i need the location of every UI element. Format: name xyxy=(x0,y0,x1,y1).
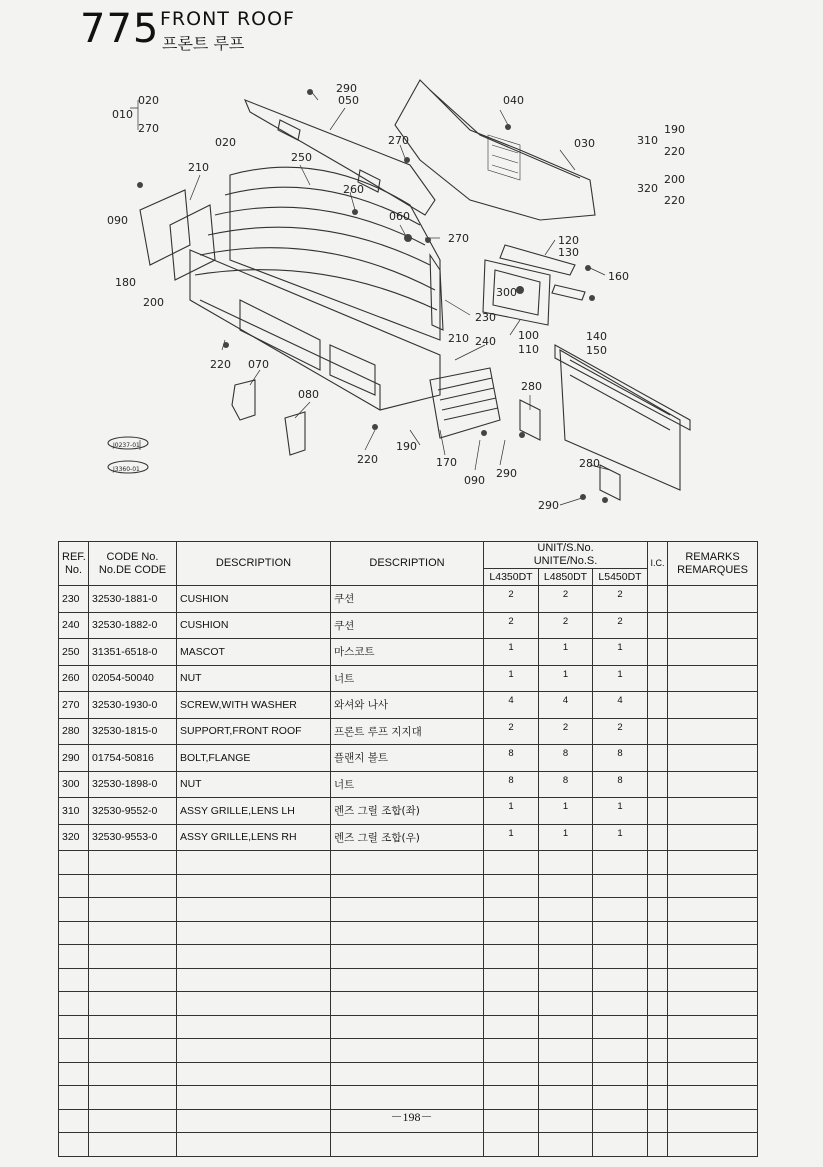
empty-row xyxy=(59,921,758,945)
empty-cell xyxy=(331,874,484,898)
svg-text:220: 220 xyxy=(664,145,685,158)
empty-cell xyxy=(177,992,331,1016)
empty-row xyxy=(59,968,758,992)
empty-cell xyxy=(593,921,648,945)
empty-cell xyxy=(59,992,89,1016)
ref-number: 240 xyxy=(59,612,89,639)
empty-cell xyxy=(59,898,89,922)
empty-cell xyxy=(668,1062,758,1086)
empty-cell xyxy=(331,968,484,992)
remarks-cell xyxy=(668,639,758,666)
part-code: 01754-50816 xyxy=(89,745,177,772)
empty-cell xyxy=(539,874,593,898)
empty-cell xyxy=(668,992,758,1016)
quantity: 8 xyxy=(484,771,539,798)
parts-list-table xyxy=(58,541,758,1157)
empty-cell xyxy=(177,945,331,969)
empty-cell xyxy=(89,992,177,1016)
empty-cell xyxy=(668,851,758,875)
empty-cell xyxy=(539,898,593,922)
empty-cell xyxy=(668,898,758,922)
quantity: 8 xyxy=(539,771,593,798)
ref-number: 280 xyxy=(59,718,89,745)
table-row xyxy=(59,665,758,692)
description-en: NUT xyxy=(177,771,331,798)
page-code: 775 xyxy=(80,6,160,52)
svg-text:280: 280 xyxy=(579,457,600,470)
svg-text:140: 140 xyxy=(586,330,607,343)
part-code: 31351-6518-0 xyxy=(89,639,177,666)
ic-cell xyxy=(648,718,668,745)
empty-row xyxy=(59,1015,758,1039)
ref-number: 250 xyxy=(59,639,89,666)
hinge-070 xyxy=(232,380,255,420)
quantity: 1 xyxy=(593,824,648,851)
empty-cell xyxy=(539,1062,593,1086)
empty-cell xyxy=(59,1039,89,1063)
svg-text:050: 050 xyxy=(338,94,359,107)
page-number: －198－ xyxy=(390,1110,433,1124)
quantity: 1 xyxy=(539,798,593,825)
col-ic: I.C. xyxy=(648,542,668,586)
empty-cell xyxy=(331,898,484,922)
empty-cell xyxy=(89,1133,177,1157)
svg-text:040: 040 xyxy=(503,94,524,107)
svg-text:150: 150 xyxy=(586,344,607,357)
ic-cell xyxy=(648,665,668,692)
empty-cell xyxy=(59,921,89,945)
svg-text:J0237-01: J0237-01 xyxy=(113,442,140,449)
description-ko: 너트 xyxy=(331,771,484,798)
empty-cell xyxy=(177,1039,331,1063)
table-row xyxy=(59,612,758,639)
empty-cell xyxy=(177,898,331,922)
ic-cell xyxy=(648,745,668,772)
table-row xyxy=(59,824,758,851)
empty-cell xyxy=(59,851,89,875)
empty-cell xyxy=(539,921,593,945)
part-code: 32530-1930-0 xyxy=(89,692,177,719)
empty-cell xyxy=(331,1133,484,1157)
part-code: 32530-9552-0 xyxy=(89,798,177,825)
svg-text:280: 280 xyxy=(521,380,542,393)
empty-cell xyxy=(177,1086,331,1110)
svg-text:180: 180 xyxy=(115,276,136,289)
empty-cell xyxy=(331,945,484,969)
empty-cell xyxy=(648,945,668,969)
empty-cell xyxy=(331,921,484,945)
empty-cell xyxy=(177,1133,331,1157)
svg-text:270: 270 xyxy=(138,122,159,135)
empty-cell xyxy=(484,851,539,875)
grille-frame xyxy=(190,250,440,410)
remarks-cell xyxy=(668,745,758,772)
empty-cell xyxy=(331,1062,484,1086)
ref-number: 300 xyxy=(59,771,89,798)
quantity: 1 xyxy=(484,639,539,666)
remarks-cell xyxy=(668,665,758,692)
bracket-180 xyxy=(140,190,190,265)
section-title: FRONT ROOF xyxy=(160,8,295,30)
empty-cell xyxy=(484,1086,539,1110)
svg-text:080: 080 xyxy=(298,388,319,401)
col-ref: REF. No. xyxy=(59,542,89,586)
svg-text:290: 290 xyxy=(496,467,517,480)
description-en: CUSHION xyxy=(177,612,331,639)
empty-row xyxy=(59,1086,758,1110)
description-en: SUPPORT,FRONT ROOF xyxy=(177,718,331,745)
empty-row xyxy=(59,992,758,1016)
quantity: 2 xyxy=(539,586,593,613)
empty-cell xyxy=(89,921,177,945)
empty-cell xyxy=(59,1015,89,1039)
empty-cell xyxy=(177,968,331,992)
remarks-cell xyxy=(668,586,758,613)
empty-cell xyxy=(89,1062,177,1086)
description-ko: 프론트 루프 지지대 xyxy=(331,718,484,745)
empty-cell xyxy=(484,1133,539,1157)
table-row xyxy=(59,771,758,798)
svg-text:160: 160 xyxy=(608,270,629,283)
part-code: 32530-1815-0 xyxy=(89,718,177,745)
table-row xyxy=(59,798,758,825)
ref-number: 290 xyxy=(59,745,89,772)
empty-cell xyxy=(59,945,89,969)
part-code: 32530-1898-0 xyxy=(89,771,177,798)
svg-text:100: 100 xyxy=(518,329,539,342)
col-remarks: REMARKS REMARQUES xyxy=(668,542,758,586)
empty-cell xyxy=(648,921,668,945)
description-ko: 쿠션 xyxy=(331,612,484,639)
empty-cell xyxy=(668,1039,758,1063)
empty-cell xyxy=(539,1086,593,1110)
empty-cell xyxy=(668,874,758,898)
empty-cell xyxy=(484,1039,539,1063)
svg-text:260: 260 xyxy=(343,183,364,196)
support-frame xyxy=(560,350,680,490)
empty-cell xyxy=(89,874,177,898)
svg-text:220: 220 xyxy=(664,194,685,207)
empty-cell xyxy=(648,1133,668,1157)
svg-text:020: 020 xyxy=(215,136,236,149)
empty-cell xyxy=(484,898,539,922)
description-en: NUT xyxy=(177,665,331,692)
empty-cell xyxy=(648,874,668,898)
svg-text:290: 290 xyxy=(538,499,559,512)
table-row xyxy=(59,745,758,772)
empty-cell xyxy=(539,1015,593,1039)
ic-cell xyxy=(648,639,668,666)
svg-text:320: 320 xyxy=(637,182,658,195)
empty-cell xyxy=(484,921,539,945)
empty-cell xyxy=(59,1133,89,1157)
remarks-cell xyxy=(668,692,758,719)
empty-cell xyxy=(331,1086,484,1110)
remarks-cell xyxy=(668,798,758,825)
empty-cell xyxy=(484,1015,539,1039)
col-unit: UNIT/S.No. UNITE/No.S. xyxy=(484,542,648,569)
empty-cell xyxy=(668,945,758,969)
svg-text:210: 210 xyxy=(448,332,469,345)
empty-cell xyxy=(177,851,331,875)
empty-cell xyxy=(177,1062,331,1086)
quantity: 2 xyxy=(539,718,593,745)
empty-cell xyxy=(89,898,177,922)
quantity: 1 xyxy=(593,798,648,825)
ic-cell xyxy=(648,586,668,613)
svg-text:120: 120 xyxy=(558,234,579,247)
svg-text:200: 200 xyxy=(664,173,685,186)
quantity: 4 xyxy=(593,692,648,719)
empty-row xyxy=(59,945,758,969)
svg-text:010: 010 xyxy=(112,108,133,121)
empty-cell xyxy=(648,1039,668,1063)
empty-cell xyxy=(593,874,648,898)
empty-cell xyxy=(593,1015,648,1039)
col-description-en: DESCRIPTION xyxy=(177,542,331,586)
description-en: SCREW,WITH WASHER xyxy=(177,692,331,719)
empty-cell xyxy=(59,1062,89,1086)
description-en: BOLT,FLANGE xyxy=(177,745,331,772)
ic-cell xyxy=(648,824,668,851)
empty-cell xyxy=(648,992,668,1016)
empty-cell xyxy=(177,921,331,945)
empty-cell xyxy=(539,992,593,1016)
quantity: 1 xyxy=(484,665,539,692)
svg-text:230: 230 xyxy=(475,311,496,324)
empty-cell xyxy=(331,1015,484,1039)
svg-text:130: 130 xyxy=(558,246,579,259)
empty-cell xyxy=(648,1086,668,1110)
empty-cell xyxy=(89,1015,177,1039)
svg-text:170: 170 xyxy=(436,456,457,469)
empty-cell xyxy=(331,1039,484,1063)
col-model: L5450DT xyxy=(593,569,648,586)
empty-cell xyxy=(593,945,648,969)
quantity: 1 xyxy=(539,639,593,666)
quantity: 2 xyxy=(593,586,648,613)
ref-number: 310 xyxy=(59,798,89,825)
description-ko: 마스코트 xyxy=(331,639,484,666)
empty-cell xyxy=(668,1133,758,1157)
quantity: 1 xyxy=(484,798,539,825)
empty-cell xyxy=(648,898,668,922)
empty-cell xyxy=(593,898,648,922)
empty-cell xyxy=(648,968,668,992)
empty-cell xyxy=(331,992,484,1016)
quantity: 4 xyxy=(484,692,539,719)
empty-cell xyxy=(593,992,648,1016)
empty-cell xyxy=(593,968,648,992)
empty-cell xyxy=(484,1062,539,1086)
svg-text:060: 060 xyxy=(389,210,410,223)
svg-text:030: 030 xyxy=(574,137,595,150)
empty-row xyxy=(59,1133,758,1157)
ref-number: 260 xyxy=(59,665,89,692)
svg-text:200: 200 xyxy=(143,296,164,309)
hinge-080 xyxy=(285,412,305,455)
col-description-ko: DESCRIPTION xyxy=(331,542,484,586)
quantity: 8 xyxy=(593,771,648,798)
table-row xyxy=(59,692,758,719)
ref-number: 320 xyxy=(59,824,89,851)
empty-row xyxy=(59,851,758,875)
quantity: 4 xyxy=(539,692,593,719)
empty-cell xyxy=(89,851,177,875)
empty-cell xyxy=(331,851,484,875)
empty-cell xyxy=(668,921,758,945)
empty-cell xyxy=(668,1086,758,1110)
quantity: 8 xyxy=(539,745,593,772)
empty-cell xyxy=(484,874,539,898)
svg-text:250: 250 xyxy=(291,151,312,164)
empty-cell xyxy=(484,968,539,992)
empty-cell xyxy=(593,1039,648,1063)
svg-text:190: 190 xyxy=(396,440,417,453)
part-code: 32530-1881-0 xyxy=(89,586,177,613)
svg-text:220: 220 xyxy=(210,358,231,371)
empty-cell xyxy=(593,1133,648,1157)
svg-text:300: 300 xyxy=(496,286,517,299)
quantity: 2 xyxy=(593,718,648,745)
part-code: 02054-50040 xyxy=(89,665,177,692)
table-row xyxy=(59,586,758,613)
quantity: 2 xyxy=(593,612,648,639)
description-ko: 렌즈 그릴 조합(우) xyxy=(331,824,484,851)
part-code: 32530-1882-0 xyxy=(89,612,177,639)
empty-cell xyxy=(177,874,331,898)
quantity: 2 xyxy=(484,612,539,639)
empty-cell xyxy=(668,968,758,992)
empty-row xyxy=(59,874,758,898)
ic-cell xyxy=(648,771,668,798)
svg-text:290: 290 xyxy=(336,82,357,95)
svg-text:220: 220 xyxy=(357,453,378,466)
remarks-cell xyxy=(668,612,758,639)
table-row xyxy=(59,639,758,666)
quantity: 1 xyxy=(593,639,648,666)
description-ko: 플랜지 볼트 xyxy=(331,745,484,772)
svg-text:190: 190 xyxy=(664,123,685,136)
svg-text:110: 110 xyxy=(518,343,539,356)
part-code: 32530-9553-0 xyxy=(89,824,177,851)
empty-cell xyxy=(668,1015,758,1039)
ic-cell xyxy=(648,692,668,719)
description-en: ASSY GRILLE,LENS RH xyxy=(177,824,331,851)
ic-cell xyxy=(648,798,668,825)
description-ko: 렌즈 그릴 조합(좌) xyxy=(331,798,484,825)
callout-labels xyxy=(107,82,685,512)
table-row xyxy=(59,718,758,745)
quantity: 8 xyxy=(484,745,539,772)
quantity: 2 xyxy=(539,612,593,639)
quantity: 1 xyxy=(593,665,648,692)
roof-cover xyxy=(395,80,595,220)
description-en: ASSY GRILLE,LENS LH xyxy=(177,798,331,825)
empty-cell xyxy=(593,851,648,875)
svg-text:090: 090 xyxy=(464,474,485,487)
empty-cell xyxy=(648,1015,668,1039)
svg-text:310: 310 xyxy=(637,134,658,147)
empty-row xyxy=(59,1039,758,1063)
col-model: L4350DT xyxy=(484,569,539,586)
quantity: 2 xyxy=(484,718,539,745)
quantity: 1 xyxy=(539,824,593,851)
svg-text:070: 070 xyxy=(248,358,269,371)
svg-text:270: 270 xyxy=(448,232,469,245)
quantity: 8 xyxy=(593,745,648,772)
description-ko: 쿠션 xyxy=(331,586,484,613)
empty-cell xyxy=(89,1086,177,1110)
section-title-korean: 프론트 루프 xyxy=(162,34,245,53)
empty-cell xyxy=(593,1062,648,1086)
bracket-200 xyxy=(170,205,215,280)
ref-number: 270 xyxy=(59,692,89,719)
empty-cell xyxy=(539,968,593,992)
svg-text:090: 090 xyxy=(107,214,128,227)
svg-text:J3360-01: J3360-01 xyxy=(113,466,140,473)
description-en: MASCOT xyxy=(177,639,331,666)
empty-cell xyxy=(484,992,539,1016)
remarks-cell xyxy=(668,718,758,745)
quantity: 1 xyxy=(539,665,593,692)
empty-cell xyxy=(177,1015,331,1039)
svg-text:210: 210 xyxy=(188,161,209,174)
col-code: CODE No. No.DE CODE xyxy=(89,542,177,586)
empty-cell xyxy=(648,1062,668,1086)
empty-row xyxy=(59,1062,758,1086)
empty-cell xyxy=(539,1133,593,1157)
svg-text:020: 020 xyxy=(138,94,159,107)
empty-cell xyxy=(539,945,593,969)
description-ko: 너트 xyxy=(331,665,484,692)
svg-text:270: 270 xyxy=(388,134,409,147)
description-en: CUSHION xyxy=(177,586,331,613)
empty-cell xyxy=(59,968,89,992)
ref-number: 230 xyxy=(59,586,89,613)
empty-cell xyxy=(648,851,668,875)
empty-cell xyxy=(59,1086,89,1110)
remarks-cell xyxy=(668,771,758,798)
remarks-cell xyxy=(668,824,758,851)
empty-row xyxy=(59,898,758,922)
quantity: 1 xyxy=(484,824,539,851)
exploded-parts-diagram xyxy=(0,60,823,530)
empty-cell xyxy=(89,945,177,969)
col-model: L4850DT xyxy=(539,569,593,586)
svg-text:240: 240 xyxy=(475,335,496,348)
description-ko: 와셔와 나사 xyxy=(331,692,484,719)
quantity: 2 xyxy=(484,586,539,613)
empty-cell xyxy=(593,1086,648,1110)
empty-cell xyxy=(89,1039,177,1063)
empty-cell xyxy=(89,968,177,992)
empty-cell xyxy=(539,851,593,875)
empty-cell xyxy=(539,1039,593,1063)
empty-cell xyxy=(59,874,89,898)
empty-cell xyxy=(484,945,539,969)
ic-cell xyxy=(648,612,668,639)
